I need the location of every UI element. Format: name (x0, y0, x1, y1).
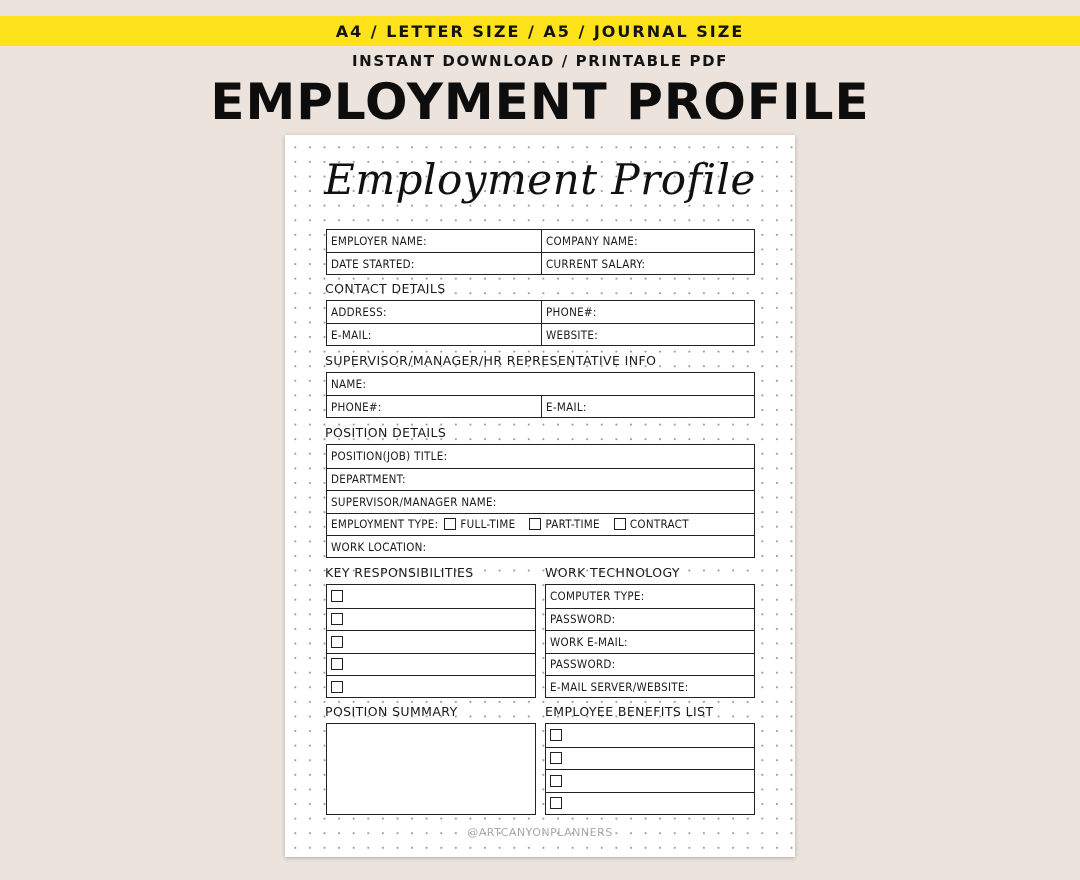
benefit-checkbox[interactable] (550, 775, 562, 787)
employer-row (327, 230, 754, 252)
size-banner-text: A4 / LETTER SIZE / A5 / JOURNAL SIZE (335, 21, 745, 41)
summary-box[interactable] (326, 723, 536, 815)
contract-option[interactable] (614, 517, 689, 531)
position-row (327, 468, 754, 491)
supervisor-row (327, 395, 754, 417)
employment-type-field (327, 514, 756, 536)
product-headline: EMPLOYMENT PROFILE (210, 73, 870, 131)
employer-row (327, 252, 754, 274)
benefit-row (546, 792, 754, 815)
contact-heading: CONTACT DETAILS (325, 281, 446, 296)
position-heading: POSITION DETAILS (325, 425, 447, 440)
supervisor-name-field[interactable]: NAME: (331, 377, 367, 391)
technology-row (546, 585, 754, 608)
contact-row (327, 323, 754, 345)
benefit-checkbox[interactable] (550, 729, 562, 741)
part-time-label: PART-TIME (545, 517, 600, 532)
supervisor-row (327, 373, 754, 395)
responsibility-checkbox[interactable] (331, 613, 343, 625)
responsibility-checkbox[interactable] (331, 636, 343, 648)
supervisor-box (326, 372, 755, 418)
benefit-row (546, 724, 754, 747)
contract-label: CONTRACT (629, 517, 689, 532)
manager-name-field[interactable]: SUPERVISOR/MANAGER NAME: (331, 494, 497, 509)
position-row (327, 535, 754, 558)
responsibility-row (327, 585, 535, 608)
benefits-box (545, 723, 755, 815)
contact-phone-field[interactable]: PHONE#: (541, 301, 756, 323)
work-location-field[interactable]: WORK LOCATION: (331, 539, 427, 554)
address-field[interactable]: ADDRESS: (331, 305, 387, 319)
contact-email-field[interactable]: E-MAIL: (331, 327, 372, 342)
company-name-field[interactable]: COMPANY NAME: (541, 230, 756, 252)
supervisor-phone-field[interactable]: PHONE#: (331, 399, 382, 414)
part-time-option[interactable] (529, 517, 599, 531)
email-server-field[interactable]: E-MAIL SERVER/WEBSITE: (550, 679, 689, 694)
planner-sheet (285, 135, 795, 857)
technology-box (545, 584, 755, 698)
technology-row (546, 608, 754, 631)
full-time-checkbox[interactable] (444, 518, 456, 530)
technology-row (546, 653, 754, 676)
technology-heading: WORK TECHNOLOGY (545, 565, 680, 580)
email-password-field[interactable]: PASSWORD: (550, 657, 616, 672)
position-row (327, 513, 754, 536)
employer-box (326, 229, 755, 275)
responsibilities-heading: KEY RESPONSIBILITIES (325, 565, 474, 580)
creator-credit: @ARTCANYONPLANNERS (467, 826, 613, 839)
supervisor-heading: SUPERVISOR/MANAGER/HR REPRESENTATIVE INFO (325, 353, 657, 368)
responsibility-checkbox[interactable] (331, 658, 343, 670)
benefits-heading: EMPLOYEE BENEFITS LIST (545, 704, 714, 719)
website-field[interactable]: WEBSITE: (541, 324, 756, 345)
technology-row (546, 675, 754, 698)
position-box (326, 444, 755, 558)
responsibility-checkbox[interactable] (331, 590, 343, 602)
part-time-checkbox[interactable] (529, 518, 541, 530)
current-salary-field[interactable]: CURRENT SALARY: (541, 253, 756, 274)
responsibility-row (327, 608, 535, 631)
contact-row (327, 301, 754, 323)
department-field[interactable]: DEPARTMENT: (331, 472, 406, 487)
benefit-checkbox[interactable] (550, 752, 562, 764)
employment-type-label: EMPLOYMENT TYPE: (331, 517, 439, 532)
benefit-checkbox[interactable] (550, 797, 562, 809)
benefit-row (546, 747, 754, 770)
technology-row (546, 630, 754, 653)
sheet-title: Employment Profile (324, 155, 756, 204)
job-title-field[interactable]: POSITION(JOB) TITLE: (331, 449, 448, 464)
work-email-field[interactable]: WORK E-MAIL: (550, 634, 628, 649)
employer-name-field[interactable]: EMPLOYER NAME: (331, 234, 427, 248)
responsibility-checkbox[interactable] (331, 681, 343, 693)
responsibility-row (327, 675, 535, 698)
full-time-label: FULL-TIME (460, 517, 516, 532)
benefit-row (546, 769, 754, 792)
position-row (327, 490, 754, 513)
full-time-option[interactable] (444, 517, 515, 531)
contact-box (326, 300, 755, 346)
summary-heading: POSITION SUMMARY (325, 704, 458, 719)
contract-checkbox[interactable] (614, 518, 626, 530)
download-subtitle: INSTANT DOWNLOAD / PRINTABLE PDF (352, 52, 728, 70)
supervisor-email-field[interactable]: E-MAIL: (541, 396, 756, 417)
computer-password-field[interactable]: PASSWORD: (550, 612, 616, 627)
responsibilities-box (326, 584, 536, 698)
computer-type-field[interactable]: COMPUTER TYPE: (550, 589, 645, 604)
responsibility-row (327, 630, 535, 653)
size-banner (0, 16, 1080, 46)
date-started-field[interactable]: DATE STARTED: (331, 256, 415, 271)
responsibility-row (327, 653, 535, 676)
position-row (327, 445, 754, 468)
